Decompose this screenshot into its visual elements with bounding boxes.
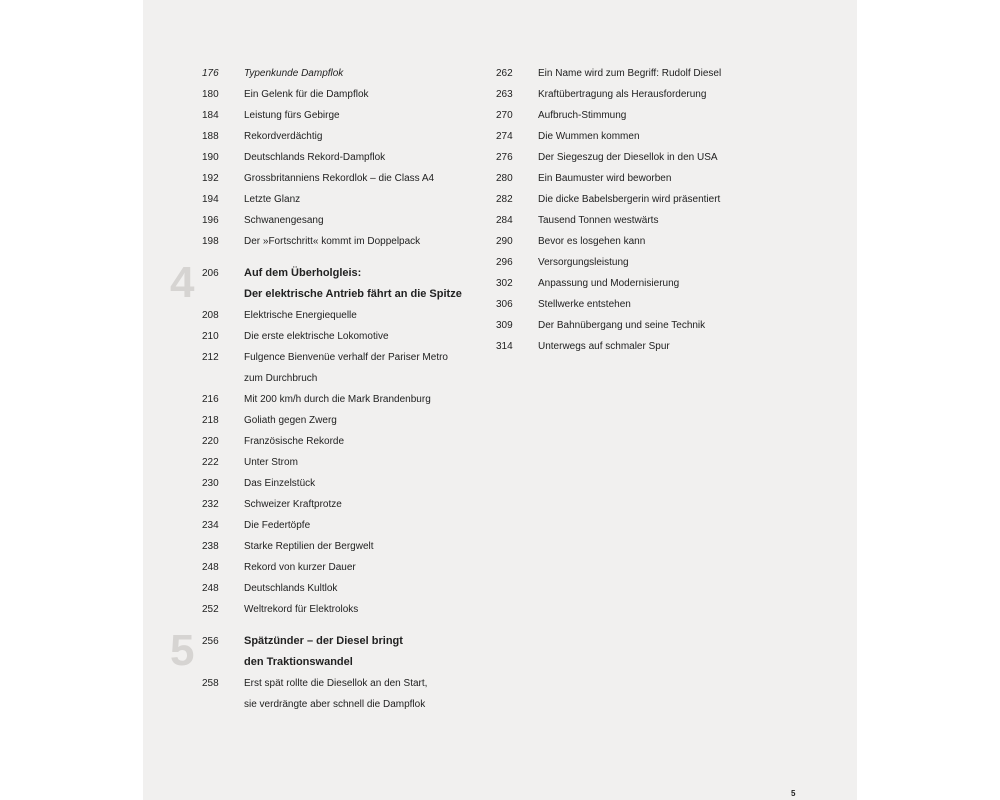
toc-page-number: 290: [496, 236, 513, 247]
toc-page-number: 198: [202, 236, 219, 247]
toc-entry-title-line: Deutschlands Rekord-Dampflok: [244, 152, 386, 163]
toc-page-number: 258: [202, 678, 219, 689]
toc-page-number: 216: [202, 394, 219, 405]
toc-entry-title: [538, 84, 744, 105]
toc-right-column: [494, 63, 744, 357]
toc-entry-title: [538, 231, 744, 252]
toc-entry-title-line: Schwanengesang: [244, 215, 324, 226]
toc-page-number: 238: [202, 541, 219, 552]
toc-page-number: 222: [202, 457, 219, 468]
toc-entry: [494, 189, 744, 210]
toc-entry: [200, 231, 480, 252]
toc-entry-title: [244, 673, 480, 715]
toc-page-number: 206: [202, 268, 219, 279]
toc-page-number: 180: [202, 89, 219, 100]
toc-entry: [200, 126, 480, 147]
toc-entry-title: [244, 389, 480, 410]
toc-entry-title: [538, 63, 744, 84]
toc-entry-title-line: Ein Gelenk für die Dampflok: [244, 89, 369, 100]
toc-entry-title: [244, 105, 480, 126]
toc-entry-title-line: Tausend Tonnen westwärts: [538, 215, 659, 226]
toc-entry: [200, 326, 480, 347]
toc-entry-title: [244, 452, 480, 473]
toc-entry-title: [244, 410, 480, 431]
toc-entry-title-line: Ein Baumuster wird beworben: [538, 173, 672, 184]
toc-entry: [200, 189, 480, 210]
toc-entry-title-line: Anpassung und Modernisierung: [538, 278, 680, 289]
toc-entry-title-line: Starke Reptilien der Bergwelt: [244, 541, 374, 552]
toc-entry: [200, 63, 480, 84]
toc-entry: [200, 494, 480, 515]
toc-entry-title-line: zum Durchbruch: [244, 373, 318, 384]
toc-page-number: 270: [496, 110, 513, 121]
toc-page-number: 302: [496, 278, 513, 289]
toc-page-number: 218: [202, 415, 219, 426]
toc-entry-title-line: den Traktionswandel: [244, 656, 353, 668]
toc-page-number: 208: [202, 310, 219, 321]
toc-entry: [200, 431, 480, 452]
page-number: 5: [791, 789, 796, 798]
toc-entry-title-line: Die dicke Babelsbergerin wird präsentiert: [538, 194, 721, 205]
toc-entry: [200, 389, 480, 410]
toc-entry-title-line: Deutschlands Kultlok: [244, 583, 338, 594]
toc-entry: [494, 210, 744, 231]
toc-entry-title-line: Mit 200 km/h durch die Mark Brandenburg: [244, 394, 431, 405]
toc-entry: [200, 599, 480, 620]
toc-page-number: 314: [496, 341, 513, 352]
toc-page-number: 232: [202, 499, 219, 510]
toc-page-number: 256: [202, 636, 219, 647]
toc-entry: [494, 273, 744, 294]
toc-entry-title-line: Leistung fürs Gebirge: [244, 110, 340, 121]
toc-page-number: 184: [202, 110, 219, 121]
toc-entry-title: [538, 336, 744, 357]
toc-page-number: 284: [496, 215, 513, 226]
toc-entry-title-line: Der elektrische Antrieb fährt an die Spitze: [244, 288, 462, 300]
toc-entry: [200, 210, 480, 231]
toc-entry-title-line: Typenkunde Dampflok: [244, 68, 344, 79]
toc-entry-title: [538, 147, 744, 168]
toc-entry-title: [538, 273, 744, 294]
toc-entry-title-line: Bevor es losgehen kann: [538, 236, 646, 247]
toc-entry-title: [538, 168, 744, 189]
toc-entry: [200, 452, 480, 473]
toc-entry-title-line: Die Wummen kommen: [538, 131, 640, 142]
toc-page-number: 282: [496, 194, 513, 205]
toc-entry: [494, 231, 744, 252]
toc-page-number: 194: [202, 194, 219, 205]
toc-entry-title-line: Die erste elektrische Lokomotive: [244, 331, 389, 342]
toc-entry: [200, 473, 480, 494]
toc-entry-title: [538, 105, 744, 126]
toc-entry-title-line: Aufbruch-Stimmung: [538, 110, 627, 121]
toc-entry-title-line: Spätzünder – der Diesel bringt: [244, 635, 403, 647]
toc-entry-title: [244, 63, 480, 84]
toc-entry-title-line: Die Federtöpfe: [244, 520, 311, 531]
toc-entry-title-line: Schweizer Kraftprotze: [244, 499, 342, 510]
toc-chapter-heading: [170, 258, 480, 307]
toc-entry: [200, 347, 480, 389]
toc-entry-title: [244, 126, 480, 147]
toc-page-number: 262: [496, 68, 513, 79]
toc-entry-title: [538, 315, 744, 336]
toc-entry-title: [244, 231, 480, 252]
toc-page-number: 248: [202, 562, 219, 573]
toc-entry: [494, 147, 744, 168]
toc-entry-title: [244, 631, 480, 673]
toc-entry-title-line: Letzte Glanz: [244, 194, 301, 205]
toc-entry-title-line: Elektrische Energiequelle: [244, 310, 357, 321]
toc-entry-title: [244, 210, 480, 231]
toc-entry-title: [538, 126, 744, 147]
toc-page-number: 263: [496, 89, 513, 100]
toc-entry: [200, 515, 480, 536]
toc-entry: [200, 410, 480, 431]
toc-entry-title-line: Der »Fortschritt« kommt im Doppelpack: [244, 236, 421, 247]
toc-entry: [200, 305, 480, 326]
toc-entry-title-line: Der Bahnübergang und seine Technik: [538, 320, 706, 331]
toc-page-number: 210: [202, 331, 219, 342]
toc-entry-title-line: Grossbritanniens Rekordlok – die Class A4: [244, 173, 435, 184]
toc-entry: [200, 105, 480, 126]
toc-entry-title: [538, 210, 744, 231]
chapter-number: 4: [170, 258, 195, 307]
section-spacer: [200, 620, 480, 631]
toc-entry: [494, 315, 744, 336]
toc-entry: [200, 147, 480, 168]
toc-entry-title-line: Rekord von kurzer Dauer: [244, 562, 356, 573]
toc-entry-title-line: sie verdrängte aber schnell die Dampflok: [244, 699, 426, 710]
toc-entry-title-line: Auf dem Überholgleis:: [244, 267, 362, 279]
toc-page-number: 220: [202, 436, 219, 447]
toc-page-number: 176: [202, 68, 219, 79]
toc-entry: [200, 673, 480, 715]
toc-entry-title: [244, 168, 480, 189]
toc-entry-title-line: Rekordverdächtig: [244, 131, 323, 142]
toc-entry: [200, 536, 480, 557]
toc-entry-title-line: Versorgungsleistung: [538, 257, 629, 268]
toc-chapter-heading: [170, 626, 480, 675]
toc-entry: [200, 168, 480, 189]
toc-entry-title-line: Erst spät rollte die Diesellok an den Start,: [244, 678, 428, 689]
toc-page-number: 276: [496, 152, 513, 163]
toc-entry: [200, 578, 480, 599]
toc-page-number: 252: [202, 604, 219, 615]
toc-page-number: 296: [496, 257, 513, 268]
toc-page-number: 280: [496, 173, 513, 184]
toc-entry-title-line: Kraftübertragung als Herausforderung: [538, 89, 707, 100]
toc-entry-title: [244, 347, 480, 389]
toc-page-number: 309: [496, 320, 513, 331]
toc-entry-title: [244, 578, 480, 599]
toc-entry-title: [244, 263, 480, 305]
toc-left-column: [170, 63, 480, 715]
toc-entry-title: [244, 536, 480, 557]
toc-entry-title-line: Weltrekord für Elektroloks: [244, 604, 359, 615]
toc-entry-title: [538, 294, 744, 315]
toc-entry-title: [244, 494, 480, 515]
toc-page-number: 230: [202, 478, 219, 489]
chapter-number: 5: [170, 626, 195, 675]
toc-entry-title: [538, 189, 744, 210]
toc-entry-title: [244, 431, 480, 452]
toc-entry: [494, 84, 744, 105]
toc-entry-title: [244, 515, 480, 536]
toc-entry-title-line: Unter Strom: [244, 457, 298, 468]
toc-entry-title: [244, 147, 480, 168]
toc-entry: [494, 63, 744, 84]
toc-entry: [494, 168, 744, 189]
section-spacer: [200, 252, 480, 263]
toc-entry: [494, 126, 744, 147]
toc-entry-title: [244, 557, 480, 578]
toc-entry-title: [244, 326, 480, 347]
toc-entry-title-line: Stellwerke entstehen: [538, 299, 631, 310]
toc-entry-title: [244, 189, 480, 210]
toc-entry-title-line: Goliath gegen Zwerg: [244, 415, 337, 426]
toc-page-number: 248: [202, 583, 219, 594]
toc-entry-title-line: Ein Name wird zum Begriff: Rudolf Diesel: [538, 68, 722, 79]
toc-entry: [200, 84, 480, 105]
toc-page-number: 196: [202, 215, 219, 226]
toc-page-number: 306: [496, 299, 513, 310]
toc-entry: [494, 105, 744, 126]
toc-entry-title-line: Fulgence Bienvenüe verhalf der Pariser Metro: [244, 352, 448, 363]
toc-entry-title-line: Unterwegs auf schmaler Spur: [538, 341, 670, 352]
toc-entry: [494, 294, 744, 315]
toc-entry-title: [244, 473, 480, 494]
toc-entry-title: [244, 84, 480, 105]
toc-entry-title-line: Französische Rekorde: [244, 436, 345, 447]
toc-page-number: 234: [202, 520, 219, 531]
toc-page-number: 212: [202, 352, 219, 363]
toc-entry: [200, 557, 480, 578]
toc-page-number: 192: [202, 173, 219, 184]
toc-entry-title-line: Das Einzelstück: [244, 478, 316, 489]
toc-entry-title-line: Der Siegeszug der Diesellok in den USA: [538, 152, 718, 163]
toc-page-number: 190: [202, 152, 219, 163]
toc-page-number: 188: [202, 131, 219, 142]
toc-entry: [494, 252, 744, 273]
toc-entry-title: [538, 252, 744, 273]
toc-entry: [494, 336, 744, 357]
toc-entry-title: [244, 599, 480, 620]
toc-entry-title: [244, 305, 480, 326]
toc-page-number: 274: [496, 131, 513, 142]
